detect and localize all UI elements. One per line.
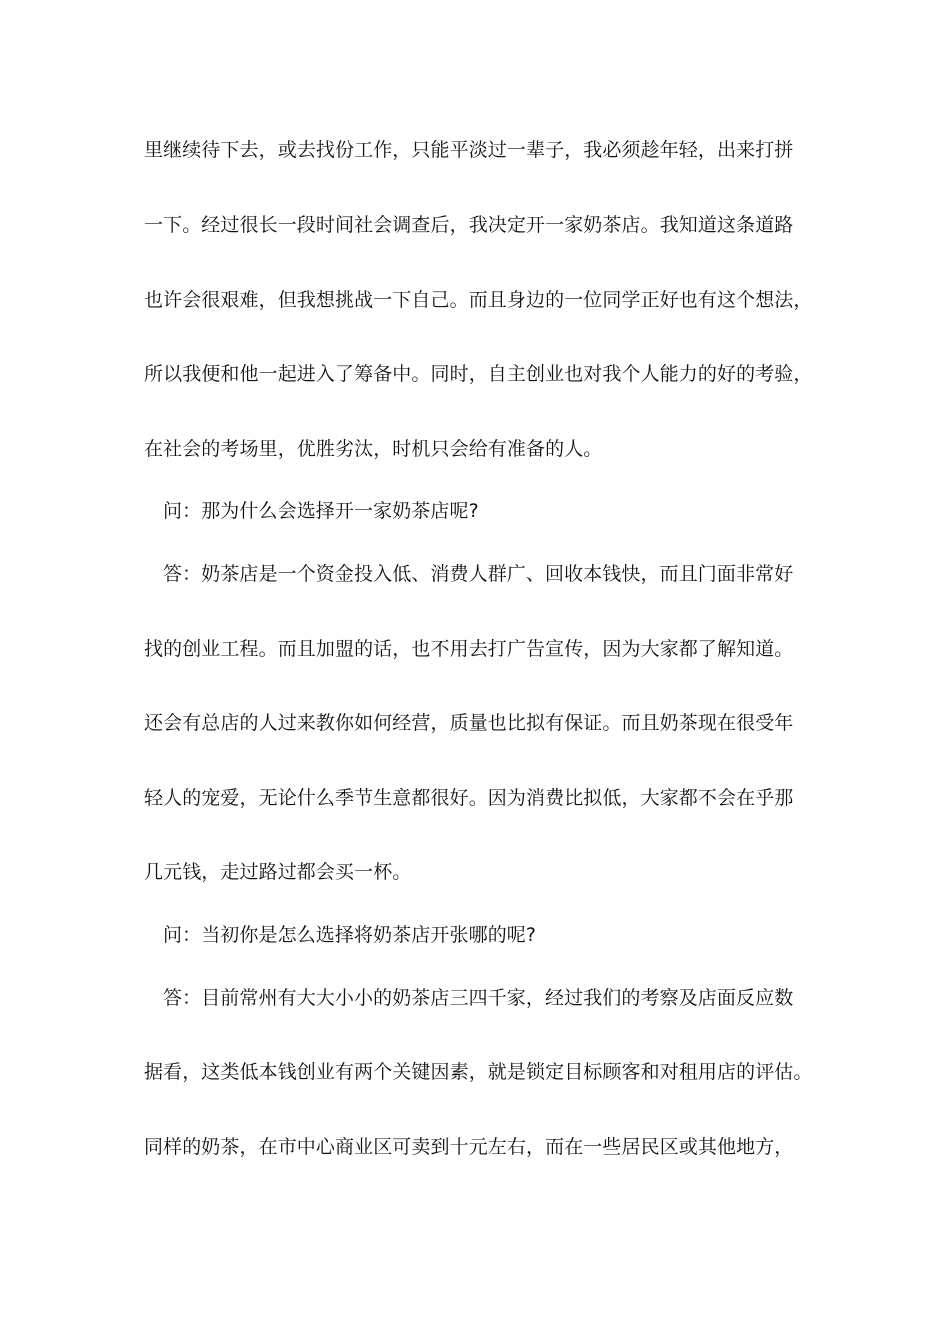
paragraph-line: 找的创业工程。而且加盟的话，也不用去打广告宣传，因为大家都了解知道。 [144,638,794,660]
paragraph-line: 几元钱，走过路过都会买一杯。 [144,861,412,883]
paragraph-line: 里继续待下去，或去找份工作，只能平淡过一辈子，我必须趁年轻，出来打拼 [144,139,794,161]
question-line: 问：当初你是怎么选择将奶茶店开张哪的呢? [163,924,537,946]
paragraph-line: 也许会很艰难，但我想挑战一下自己。而且身边的一位同学正好也有这个想法， [144,289,813,311]
paragraph-line: 据看，这类低本钱创业有两个关键因素，就是锁定目标顾客和对租用店的评估。 [144,1061,813,1083]
paragraph-line: 轻人的宠爱，无论什么季节生意都很好。因为消费比拟低，大家都不会在乎那 [144,787,794,809]
paragraph-line: 在社会的考场里，优胜劣汰，时机只会给有准备的人。 [144,438,603,460]
answer-line: 答：目前常州有大大小小的奶茶店三四千家，经过我们的考察及店面反应数 [163,987,794,1009]
paragraph-line: 一下。经过很长一段时间社会调查后，我决定开一家奶茶店。我知道这条道路 [144,214,794,236]
paragraph-line: 还会有总店的人过来教你如何经营，质量也比拟有保证。而且奶茶现在很受年 [144,712,794,734]
question-line: 问：那为什么会选择开一家奶茶店呢? [163,500,479,522]
paragraph-line: 同样的奶茶，在市中心商业区可卖到十元左右，而在一些居民区或其他地方， [144,1136,794,1158]
paragraph-line: 所以我便和他一起进入了筹备中。同时，自主创业也对我个人能力的好的考验， [144,363,813,385]
answer-line: 答：奶茶店是一个资金投入低、消费人群广、回收本钱快，而且门面非常好 [163,563,794,585]
